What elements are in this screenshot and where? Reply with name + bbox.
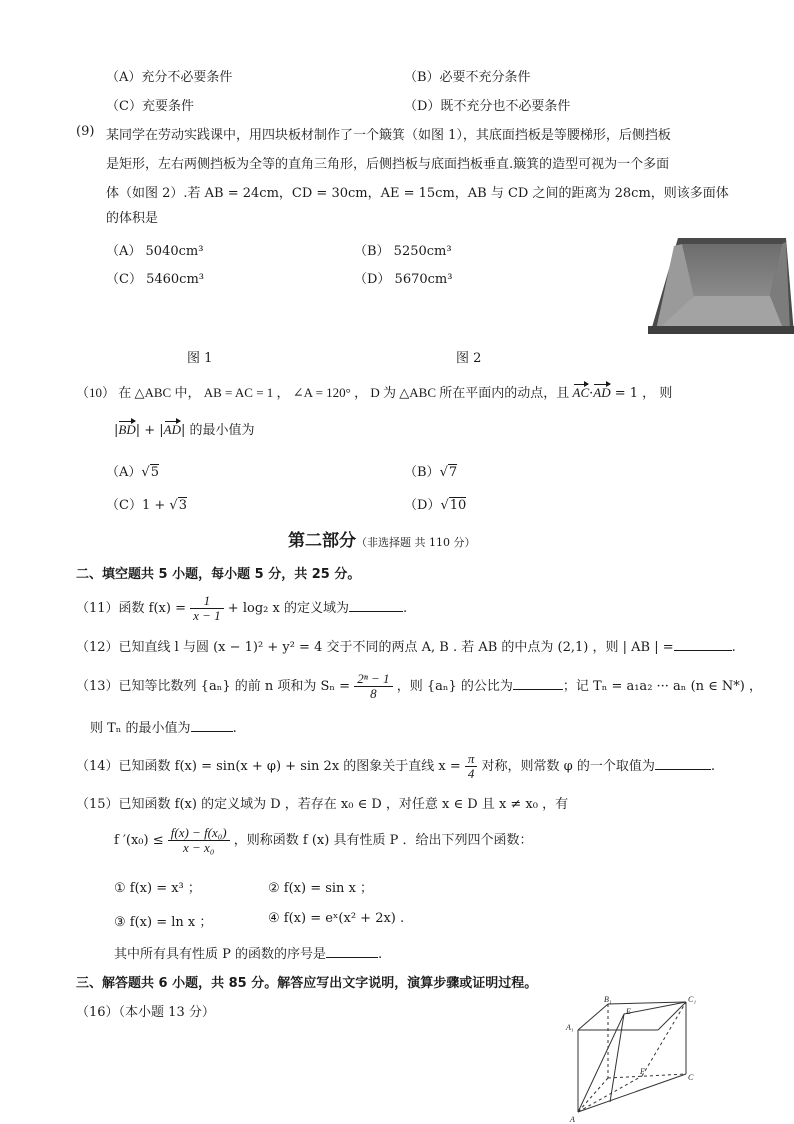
label-a: A	[570, 1115, 575, 1124]
q15-end: .	[378, 947, 383, 962]
q9-option-b: （B） 5250cm³	[354, 244, 452, 259]
q10-option-c-value: 3	[178, 498, 187, 513]
q13-line-2	[90, 717, 237, 736]
q9-line-2: 是矩形，左右两侧挡板为全等的直角三角形，后侧挡板与底面挡板垂直.簸箕的造型可视为一个多面	[106, 157, 670, 172]
q10-option-c-prefix: 1 +	[141, 498, 170, 513]
q15-last-line	[114, 943, 382, 962]
q15-last-text: 其中所有具有性质 P 的函数的序号是	[114, 947, 327, 962]
q11	[76, 594, 407, 623]
q14	[76, 752, 715, 781]
q15-answer-blank	[326, 945, 378, 958]
q13-line-2-text: 则 Tₙ 的最小值为	[90, 721, 191, 736]
part-two-subtitle: （非选择题 共 110 分）	[356, 536, 476, 549]
q8-option-c: （C）充要条件	[106, 99, 194, 114]
q12-end: .	[731, 640, 736, 655]
q15-fraction	[168, 826, 230, 855]
q14-prefix: （14）已知函数 f(x) = sin(x + φ) + sin 2x 的图象关于直线 x =	[76, 759, 465, 774]
q9-option-c: （C） 5460cm³	[106, 272, 204, 287]
q11-denominator: x − 1	[193, 608, 221, 623]
q10-line-1-tail: = 1 ， 则	[610, 386, 673, 401]
q11-fraction	[190, 594, 224, 623]
q10-option-c	[106, 494, 187, 513]
label-b1: B₁	[604, 995, 612, 1004]
q13-numerator: 2ⁿ − 1	[354, 672, 392, 687]
q10-option-c-label: （C）	[106, 498, 142, 513]
label-f: F	[640, 1067, 645, 1076]
q10-line-2-tail: | 的最小值为	[181, 423, 255, 438]
q11-end: .	[402, 601, 408, 616]
q9-option-d: （D） 5670cm³	[354, 272, 453, 287]
label-a1: A₁	[566, 1023, 574, 1032]
q15-function-4: ④ f(x) = eˣ(x² + 2x) .	[268, 911, 405, 926]
q12-answer-blank	[674, 638, 732, 651]
q16-heading: （16）（本小题 13 分）	[76, 1005, 215, 1020]
q10-option-a-label: （A）	[106, 465, 142, 480]
q10-line-2	[114, 419, 255, 438]
q11-numerator: 1	[190, 594, 224, 609]
sqrt-icon: √	[440, 498, 449, 513]
label-c: C	[688, 1073, 694, 1082]
q8-option-b: （B）必要不充分条件	[404, 70, 531, 85]
q15-ineq-prefix: f ′(x₀) ≤	[114, 833, 168, 848]
q8-option-d: （D）既不充分也不必要条件	[404, 99, 571, 114]
part-two-heading	[288, 526, 476, 551]
q13-fraction	[354, 672, 392, 701]
section-three-heading: 三、解答题共 6 小题，共 85 分。解答应写出文字说明，演算步骤或证明过程。	[76, 976, 538, 991]
q9-line-4: 的体积是	[106, 211, 159, 226]
q13-ratio-blank	[513, 677, 563, 690]
q10-option-d-value: 10	[449, 498, 467, 513]
vector-bd: BD	[118, 422, 136, 437]
q15-ineq-suffix: ，则称函数 f (x) 具有性质 P ．给出下列四个函数：	[229, 833, 533, 848]
sqrt-icon: √	[141, 465, 150, 480]
q10-option-d	[404, 494, 466, 513]
q14-denominator: 4	[467, 766, 475, 781]
prism-diagram	[560, 994, 710, 1124]
q13-denominator: 8	[370, 686, 377, 701]
q12	[76, 636, 736, 655]
label-e: E	[626, 1007, 631, 1016]
q15-inequality	[114, 826, 532, 855]
q11-answer-blank	[349, 599, 403, 612]
abs-bar: |	[114, 423, 119, 438]
q13-middle-2: ；记 Tₙ = a₁a₂ ··· aₙ (n ∈ N*) ，	[562, 679, 762, 694]
figure-2-caption: 图 2	[456, 351, 482, 366]
q13	[76, 672, 762, 701]
q9-number: (9)	[76, 124, 95, 139]
label-c1: C₁	[688, 995, 697, 1004]
q14-numerator: π	[465, 752, 478, 767]
q15-function-3: ③ f(x) = ln x ；	[114, 915, 213, 930]
q10-option-b	[404, 461, 457, 480]
q8-option-a: （A）充分不必要条件	[106, 70, 233, 85]
q12-text: （12）已知直线 l 与圆 (x − 1)² + y² = 4 交于不同的两点 A, B . 若 AB 的中点为 (2,1) ，则 | AB | =	[76, 640, 674, 655]
q15-line-1: （15）已知函数 f(x) 的定义域为 D ，若存在 x₀ ∈ D ，对任意 x ∈ D 且 x ≠ x₀ ，有	[76, 797, 569, 812]
q14-end: .	[710, 759, 716, 774]
sqrt-icon: √	[439, 465, 448, 480]
q13-middle: ，则 {aₙ} 的公比为	[392, 679, 513, 694]
q13-prefix: （13）已知等比数列 {aₙ} 的前 n 项和为 Sₙ =	[76, 679, 355, 694]
q10-option-d-label: （D）	[404, 498, 441, 513]
q10-option-b-label: （B）	[404, 465, 440, 480]
q10-line-1-text: （10） 在 △ABC 中， AB = AC = 1 ， ∠A = 120° ， D 为 △ABC 所在平面内的动点，且	[76, 385, 573, 400]
q10-option-a-value: 5	[150, 465, 159, 480]
q15-numerator: f(x) − f(x₀)	[168, 826, 230, 841]
q13-end: .	[232, 721, 237, 736]
q15-function-1: ① f(x) = x³ ；	[114, 881, 201, 896]
q14-answer-blank	[655, 757, 711, 770]
vector-ad-2: AD	[163, 422, 181, 437]
vector-ac: AC	[572, 385, 590, 400]
sqrt-icon: √	[169, 498, 178, 513]
q11-prefix: （11）函数 f(x) =	[76, 601, 191, 616]
q11-middle: + log₂ x 的定义域为	[223, 601, 349, 616]
q9-line-3: 体（如图 2）.若 AB = 24cm，CD = 30cm，AE = 15cm，AB 与 CD 之间的距离为 28cm，则该多面体	[106, 186, 729, 201]
figure-1-caption: 图 1	[187, 351, 213, 366]
q15-denominator: x − x₀	[183, 840, 215, 855]
q9-option-a: （A） 5040cm³	[106, 244, 204, 259]
q10-line-1	[76, 382, 672, 401]
q10-option-b-value: 7	[448, 465, 458, 480]
q15-function-2: ② f(x) = sin x ；	[268, 881, 374, 896]
dot-operator: ·	[589, 386, 594, 401]
q14-fraction	[465, 752, 478, 781]
q10-option-a	[106, 461, 159, 480]
part-two-title: 第二部分	[288, 531, 356, 551]
q14-middle: 对称，则常数 φ 的一个取值为	[477, 759, 655, 774]
section-two-heading: 二、填空题共 5 小题，每小题 5 分，共 25 分。	[76, 567, 361, 582]
abs-plus: | + |	[135, 423, 164, 438]
q9-line-1: 某同学在劳动实践课中，用四块板材制作了一个簸箕（如图 1），其底面挡板是等腰梯形，后侧挡板	[106, 128, 671, 143]
q13-min-blank	[191, 719, 233, 732]
dustpan-photo	[648, 234, 794, 338]
vector-ad: AD	[593, 385, 611, 400]
